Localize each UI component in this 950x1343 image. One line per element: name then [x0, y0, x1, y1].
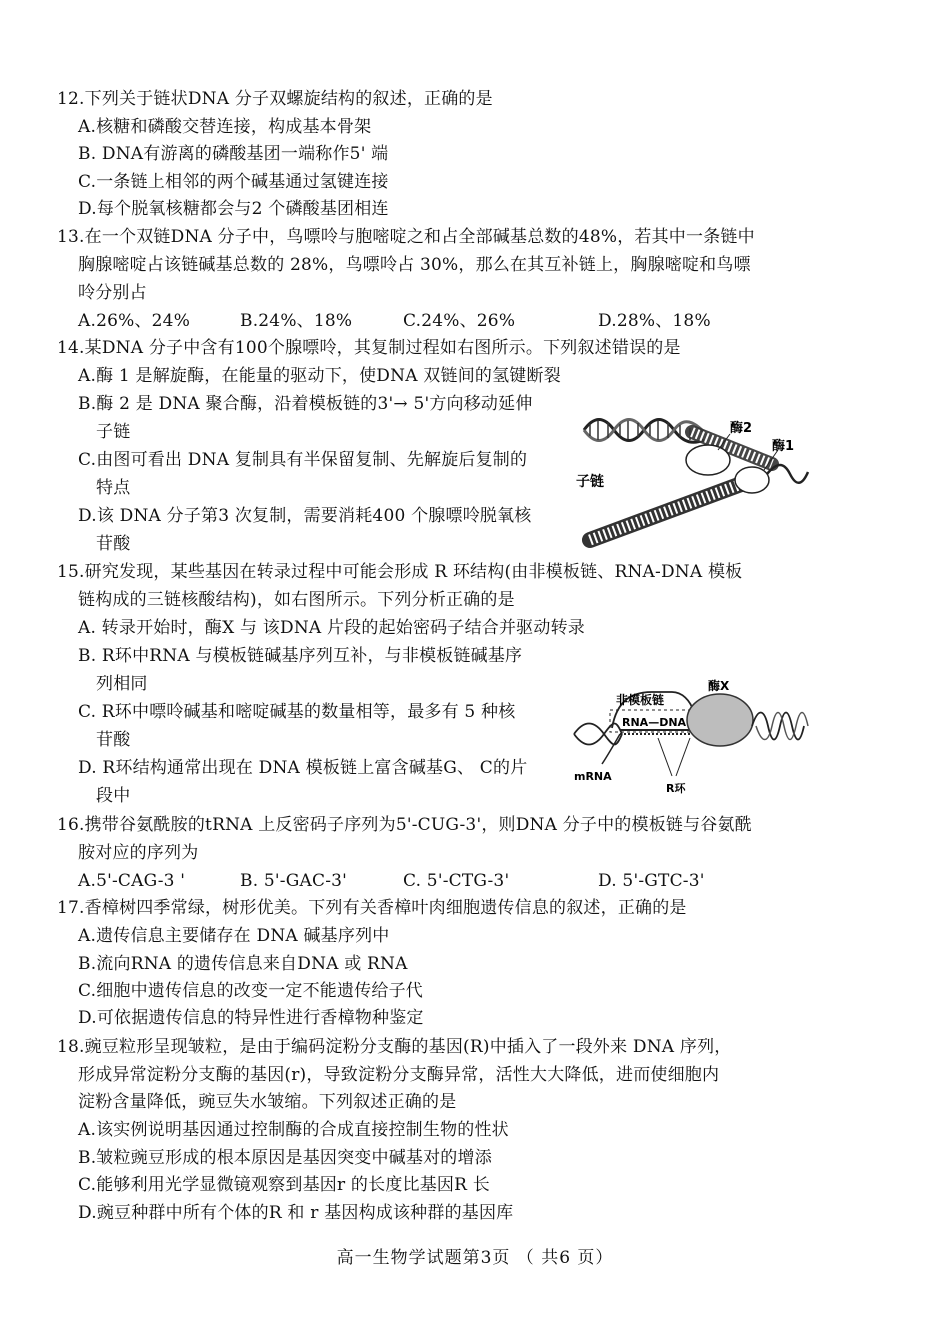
q15-option-d-cont: 段中	[96, 786, 131, 806]
q14-option-d: D.该 DNA 分子第3 次复制，需要消耗400 个腺嘌呤脱氧核	[78, 506, 532, 526]
q18-option-a: A.该实例说明基因通过控制酶的合成直接控制生物的性状	[78, 1120, 509, 1140]
dna-replication-figure	[572, 402, 810, 552]
r-loop-figure	[572, 668, 810, 796]
mrna-tail	[602, 734, 620, 764]
enzyme2-label: 酶2	[730, 421, 753, 436]
rloop-label: R环	[666, 782, 686, 795]
q17-stem: 17.香樟树四季常绿，树形优美。下列有关香樟叶肉细胞遗传信息的叙述，正确的是	[57, 898, 687, 918]
q14-option-d-cont: 苷酸	[96, 534, 131, 554]
q18-stem-line3: 淀粉含量降低，豌豆失水皱缩。下列叙述正确的是	[78, 1092, 457, 1112]
q13-option-c: C.24%、26%	[403, 311, 516, 331]
q14-stem: 14.某DNA 分子中含有100个腺嘌呤，其复制过程如右图所示。下列叙述错误的是	[57, 338, 681, 358]
right-helix	[767, 465, 808, 483]
q14-option-c-cont: 特点	[96, 478, 131, 498]
q16-option-b: B. 5'-GAC-3'	[240, 871, 348, 891]
q17-option-a: A.遗传信息主要储存在 DNA 碱基序列中	[78, 926, 390, 946]
q15-option-c: C. R环中嘌呤碱基和嘧啶碱基的数量相等，最多有 5 种核	[78, 702, 516, 722]
q12-option-b: B. DNA有游离的磷酸基团一端称作5' 端	[78, 144, 389, 164]
q18-option-c: C.能够利用光学显微镜观察到基因r 的长度比基因R 长	[78, 1175, 490, 1195]
q14-option-b: B.酶 2 是 DNA 聚合酶，沿着模板链的3'→ 5'方向移动延伸	[78, 394, 533, 414]
q15-stem-line2: 链构成的三链核酸结构)，如右图所示。下列分析正确的是	[78, 590, 515, 610]
q17-option-c: C.细胞中遗传信息的改变一定不能遗传给子代	[78, 981, 424, 1001]
hybrid-label: RNA—DNA	[622, 716, 687, 729]
right-dna-coil-b	[756, 713, 808, 740]
q15-option-a: A. 转录开始时，酶X 与 该DNA 片段的起始密码子结合并驱动转录	[78, 618, 585, 638]
q12-option-c: C.一条链上相邻的两个碱基通过氢键连接	[78, 172, 389, 192]
q16-option-c: C. 5'-CTG-3'	[403, 871, 510, 891]
enzyme-x-shape	[687, 694, 753, 746]
q18-option-b: B.皱粒豌豆形成的根本原因是基因突变中碱基对的增添	[78, 1148, 492, 1168]
enzyme-x-label: 酶X	[708, 679, 730, 693]
enzyme2-shape	[686, 445, 730, 475]
q13-option-d: D.28%、18%	[598, 311, 711, 331]
q13-stem-line3: 呤分别占	[78, 283, 147, 303]
enzyme1-shape	[735, 467, 769, 493]
q12-option-d: D.每个脱氧核糖都会与2 个磷酸基团相连	[78, 199, 389, 219]
q15-option-c-cont: 苷酸	[96, 730, 131, 750]
q18-stem-line2: 形成异常淀粉分支酶的基因(r)，导致淀粉分支酶异常，活性大大降低，进而使细胞内	[78, 1065, 720, 1085]
q13-option-a: A.26%、24%	[78, 311, 191, 331]
q17-option-b: B.流向RNA 的遗传信息来自DNA 或 RNA	[78, 954, 408, 974]
q15-option-d: D. R环结构通常出现在 DNA 模板链上富含碱基G、 C的片	[78, 758, 528, 778]
page-footer: 高一生物学试题第3页 （ 共6 页）	[336, 1248, 614, 1268]
q15-option-b-cont: 列相同	[96, 674, 148, 694]
lower-duplex-rungs	[590, 480, 752, 540]
q15-option-b: B. R环中RNA 与模板链碱基序列互补，与非模板链碱基序	[78, 646, 523, 666]
q18-stem-line1: 18.豌豆粒形呈现皱粒，是由于编码淀粉分支酶的基因(R)中插入了一段外来 DNA 序列，	[57, 1037, 732, 1057]
q17-option-d: D.可依据遗传信息的特异性进行香樟物种鉴定	[78, 1008, 424, 1028]
enzyme1-label: 酶1	[772, 439, 795, 454]
q13-stem-line1: 13.在一个双链DNA 分子中，鸟嘌呤与胞嘧啶之和占全部碱基总数的48%，若其中一条链中	[57, 227, 755, 247]
q13-stem-line2: 胸腺嘧啶占该链碱基总数的 28%，鸟嘌呤占 30%，那么在其互补链上，胸腺嘧啶和鸟嘌	[78, 255, 751, 275]
q16-stem-line1: 16.携带谷氨酰胺的tRNA 上反密码子序列为5'-CUG-3'，则DNA 分子中的模板链与谷氨酰	[57, 815, 752, 835]
rloop-pointer-a	[658, 738, 672, 776]
q15-stem-line1: 15.研究发现，某些基因在转录过程中可能会形成 R 环结构(由非模板链、RNA-DNA 模板	[57, 562, 743, 582]
q16-option-a: A.5'-CAG-3 '	[78, 871, 186, 891]
q14-option-c: C.由图可看出 DNA 复制具有半保留复制、先解旋后复制的	[78, 450, 528, 470]
nontemplate-label: 非模板链	[616, 693, 665, 707]
q12-stem: 12.下列关于链状DNA 分子双螺旋结构的叙述，正确的是	[57, 89, 493, 109]
q18-option-d: D.豌豆种群中所有个体的R 和 r 基因构成该种群的基因库	[78, 1203, 514, 1223]
q14-option-a: A.酶 1 是解旋酶，在能量的驱动下，使DNA 双链间的氢键断裂	[78, 366, 561, 386]
q14-option-b-cont: 子链	[96, 422, 131, 442]
rloop-pointer-b	[676, 738, 690, 776]
q12-option-a: A.核糖和磷酸交替连接，构成基本骨架	[78, 117, 372, 137]
q13-option-b: B.24%、18%	[240, 311, 353, 331]
q16-stem-line2: 胺对应的序列为	[78, 843, 199, 863]
q16-option-d: D. 5'-GTC-3'	[598, 871, 705, 891]
mrna-label: mRNA	[574, 770, 612, 783]
daughter-strand-label: 子链	[576, 474, 604, 490]
